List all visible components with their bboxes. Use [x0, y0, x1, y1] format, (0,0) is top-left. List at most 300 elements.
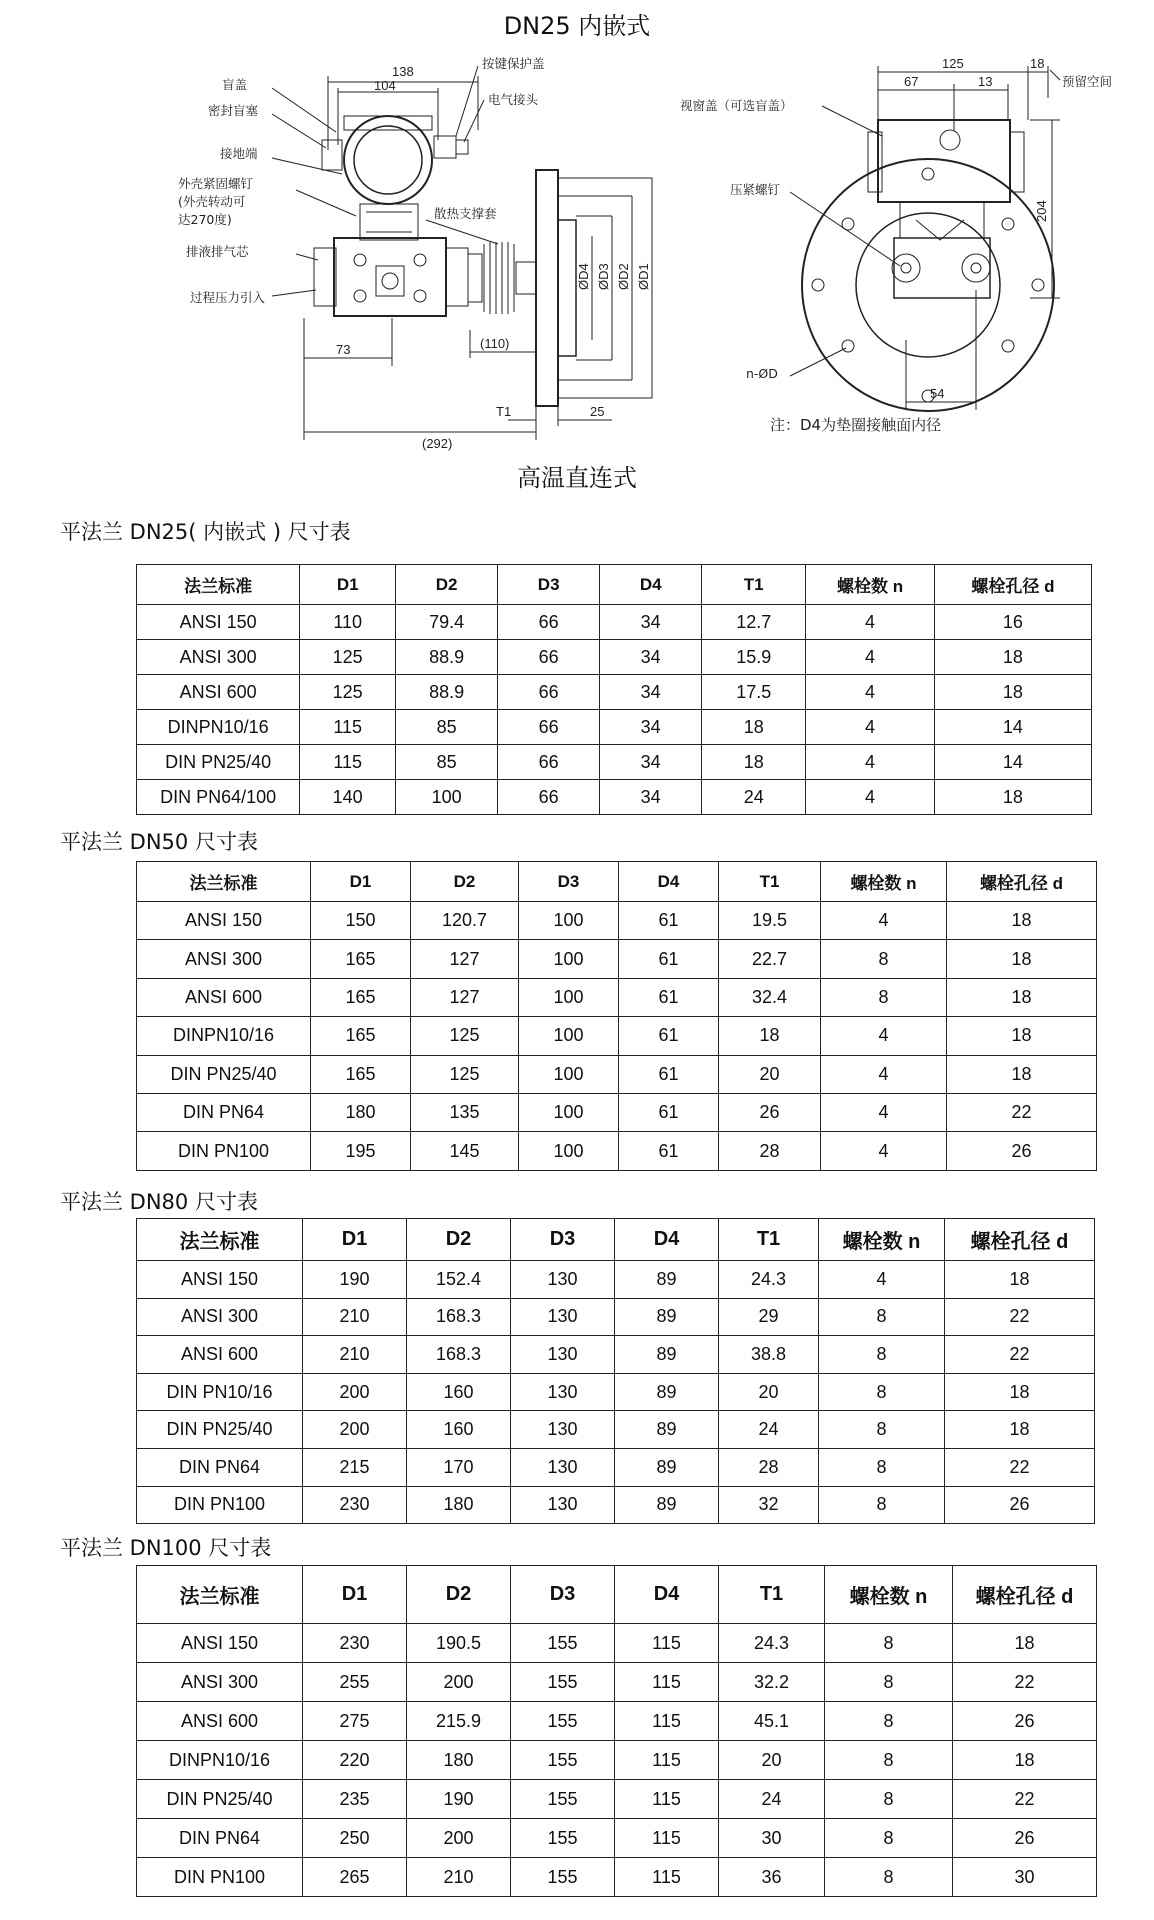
column-header: D4: [615, 1219, 719, 1261]
table-row: [137, 1702, 1097, 1741]
table-cell: 155: [511, 1780, 615, 1819]
table-cell: 130: [511, 1261, 615, 1299]
table-row: [137, 1819, 1097, 1858]
row-standard-cell: DIN PN25/40: [137, 1411, 303, 1449]
table-cell: 130: [511, 1373, 615, 1411]
table-row: [137, 1017, 1097, 1055]
table-cell: 79.4: [396, 605, 498, 640]
table-cell: 120.7: [411, 902, 519, 940]
table-cell: 200: [407, 1819, 511, 1858]
table-cell: 22: [945, 1336, 1095, 1374]
table-cell: 18: [947, 978, 1097, 1016]
table-row: [137, 745, 1092, 780]
table-cell: 115: [615, 1780, 719, 1819]
table-cell: 61: [619, 1093, 719, 1131]
table-header-row: [137, 1566, 1097, 1624]
table-cell: 155: [511, 1741, 615, 1780]
table-cell: 168.3: [407, 1336, 511, 1374]
table-cell: 26: [719, 1093, 821, 1131]
table-cell: 8: [819, 1373, 945, 1411]
table-cell: 89: [615, 1373, 719, 1411]
row-standard-cell: ANSI 300: [137, 940, 311, 978]
table-cell: 8: [825, 1702, 953, 1741]
row-standard-cell: ANSI 600: [137, 675, 300, 710]
table-cell: 66: [498, 675, 600, 710]
column-header: 法兰标准: [137, 862, 311, 902]
table-cell: 18: [702, 710, 806, 745]
drawing-note: 注：D4为垫圈接触面内径: [770, 416, 942, 434]
row-standard-cell: ANSI 150: [137, 1261, 303, 1299]
column-header: 螺栓孔径 d: [947, 862, 1097, 902]
table-cell: 125: [300, 675, 396, 710]
column-header: D2: [411, 862, 519, 902]
table-cell: 15.9: [702, 640, 806, 675]
dim-204: 204: [1034, 200, 1049, 222]
table-cell: 89: [615, 1298, 719, 1336]
table-cell: 26: [947, 1132, 1097, 1170]
table-cell: 115: [615, 1702, 719, 1741]
column-header: D3: [498, 565, 600, 605]
table-cell: 4: [821, 1132, 947, 1170]
table-row: [137, 710, 1092, 745]
table-cell: 125: [300, 640, 396, 675]
dim-110: (110): [480, 336, 510, 351]
table-cell: 18: [947, 1017, 1097, 1055]
table-cell: 8: [825, 1858, 953, 1897]
column-header: D4: [619, 862, 719, 902]
table-cell: 215.9: [407, 1702, 511, 1741]
table-row: [137, 1055, 1097, 1093]
dim-125: 125: [942, 56, 964, 71]
table-cell: 38.8: [719, 1336, 819, 1374]
table-cell: 100: [519, 1017, 619, 1055]
table-cell: 8: [821, 940, 947, 978]
table-cell: 28: [719, 1448, 819, 1486]
label-sealing-plug: 密封盲塞: [208, 103, 259, 118]
table-cell: 100: [519, 902, 619, 940]
table-row: [137, 1336, 1095, 1374]
row-standard-cell: ANSI 300: [137, 1663, 303, 1702]
table-cell: 165: [311, 940, 411, 978]
table-cell: 34: [600, 745, 702, 780]
table-cell: 165: [311, 978, 411, 1016]
column-header: T1: [719, 862, 821, 902]
dim-73: 73: [336, 342, 351, 357]
table-cell: 18: [934, 780, 1091, 815]
label-ground-terminal: 接地端: [220, 146, 258, 161]
table-cell: 12.7: [702, 605, 806, 640]
table-row: [137, 1132, 1097, 1170]
table-cell: 19.5: [719, 902, 821, 940]
table-cell: 127: [411, 940, 519, 978]
table-row: [137, 675, 1092, 710]
table-dn80: [136, 1218, 1095, 1524]
table-cell: 180: [407, 1741, 511, 1780]
table-title-dn100: 平法兰 DN100 尺寸表: [60, 1536, 272, 1560]
column-header: 螺栓孔径 d: [945, 1219, 1095, 1261]
table-cell: 130: [511, 1411, 615, 1449]
table-cell: 18: [953, 1741, 1097, 1780]
table-cell: 127: [411, 978, 519, 1016]
table-cell: 85: [396, 710, 498, 745]
row-standard-cell: DIN PN25/40: [137, 1780, 303, 1819]
table-cell: 152.4: [407, 1261, 511, 1299]
column-header: 螺栓数 n: [821, 862, 947, 902]
table-cell: 8: [819, 1336, 945, 1374]
column-header: 法兰标准: [137, 1219, 303, 1261]
table-cell: 8: [819, 1448, 945, 1486]
table-cell: 8: [825, 1780, 953, 1819]
row-standard-cell: ANSI 600: [137, 978, 311, 1016]
table-cell: 200: [303, 1411, 407, 1449]
row-standard-cell: DIN PN100: [137, 1132, 311, 1170]
column-header: 螺栓数 n: [806, 565, 935, 605]
label-window-cover: 视窗盖（可选盲盖）: [680, 98, 793, 113]
column-header: T1: [719, 1219, 819, 1261]
table-cell: 180: [311, 1093, 411, 1131]
row-standard-cell: ANSI 600: [137, 1702, 303, 1741]
table-cell: 61: [619, 1017, 719, 1055]
row-standard-cell: DIN PN64: [137, 1819, 303, 1858]
table-row: [137, 1858, 1097, 1897]
table-cell: 34: [600, 640, 702, 675]
table-cell: 20: [719, 1741, 825, 1780]
dim-13: 13: [978, 74, 993, 89]
table-cell: 30: [719, 1819, 825, 1858]
label-reserved-space: 预留空间: [1062, 74, 1113, 89]
table-cell: 115: [615, 1819, 719, 1858]
table-row: [137, 1298, 1095, 1336]
table-row: [137, 1093, 1097, 1131]
column-header: D1: [303, 1566, 407, 1624]
table-cell: 16: [934, 605, 1091, 640]
table-cell: 18: [947, 1055, 1097, 1093]
table-cell: 66: [498, 780, 600, 815]
row-standard-cell: ANSI 150: [137, 1624, 303, 1663]
table-row: [137, 605, 1092, 640]
table-cell: 220: [303, 1741, 407, 1780]
table-row: [137, 940, 1097, 978]
table-cell: 130: [511, 1336, 615, 1374]
table-cell: 4: [806, 710, 935, 745]
table-cell: 89: [615, 1411, 719, 1449]
table-cell: 130: [511, 1486, 615, 1524]
table-cell: 100: [396, 780, 498, 815]
table-header-row: [137, 1219, 1095, 1261]
table-cell: 26: [953, 1702, 1097, 1741]
table-row: [137, 1261, 1095, 1299]
right-front-view: [680, 56, 1112, 434]
column-header: D4: [600, 565, 702, 605]
table-cell: 130: [511, 1448, 615, 1486]
table-cell: 168.3: [407, 1298, 511, 1336]
table-cell: 89: [615, 1486, 719, 1524]
column-header: D3: [511, 1219, 615, 1261]
row-standard-cell: DIN PN10/16: [137, 1373, 303, 1411]
table-cell: 125: [411, 1017, 519, 1055]
table-cell: 8: [825, 1663, 953, 1702]
row-standard-cell: ANSI 150: [137, 902, 311, 940]
table-cell: 100: [519, 1093, 619, 1131]
table-cell: 275: [303, 1702, 407, 1741]
row-standard-cell: DIN PN64: [137, 1448, 303, 1486]
table-header-row: [137, 565, 1092, 605]
table-cell: 155: [511, 1858, 615, 1897]
row-standard-cell: DIN PN25/40: [137, 1055, 311, 1093]
table-cell: 61: [619, 902, 719, 940]
table-cell: 265: [303, 1858, 407, 1897]
table-cell: 230: [303, 1486, 407, 1524]
table-cell: 160: [407, 1411, 511, 1449]
left-side-view: [178, 56, 652, 451]
row-standard-cell: DIN PN100: [137, 1486, 303, 1524]
row-standard-cell: DIN PN25/40: [137, 745, 300, 780]
table-cell: 4: [821, 902, 947, 940]
table-cell: 22: [947, 1093, 1097, 1131]
table-cell: 18: [953, 1624, 1097, 1663]
table-cell: 170: [407, 1448, 511, 1486]
table-cell: 4: [806, 640, 935, 675]
table-row: [137, 1448, 1095, 1486]
table-cell: 18: [719, 1017, 821, 1055]
table-cell: 250: [303, 1819, 407, 1858]
table-cell: 88.9: [396, 675, 498, 710]
table-cell: 180: [407, 1486, 511, 1524]
drawing-title: DN25 内嵌式: [503, 12, 651, 40]
row-standard-cell: ANSI 150: [137, 605, 300, 640]
table-cell: 230: [303, 1624, 407, 1663]
table-cell: 110: [300, 605, 396, 640]
table-cell: 155: [511, 1624, 615, 1663]
table-cell: 34: [600, 710, 702, 745]
table-cell: 32: [719, 1486, 819, 1524]
table-row: [137, 978, 1097, 1016]
table-cell: 210: [303, 1298, 407, 1336]
table-dn50: [136, 861, 1097, 1171]
table-cell: 4: [806, 745, 935, 780]
table-cell: 190: [407, 1780, 511, 1819]
table-cell: 34: [600, 605, 702, 640]
table-cell: 18: [934, 640, 1091, 675]
dim-18: 18: [1030, 56, 1045, 71]
table-cell: 100: [519, 940, 619, 978]
table-cell: 18: [947, 902, 1097, 940]
table-cell: 150: [311, 902, 411, 940]
table-cell: 4: [821, 1055, 947, 1093]
table-cell: 165: [311, 1017, 411, 1055]
table-cell: 18: [934, 675, 1091, 710]
table-cell: 22: [945, 1448, 1095, 1486]
column-header: 螺栓孔径 d: [953, 1566, 1097, 1624]
table-cell: 24: [719, 1411, 819, 1449]
table-cell: 20: [719, 1373, 819, 1411]
table-cell: 61: [619, 1132, 719, 1170]
table-row: [137, 1486, 1095, 1524]
table-row: [137, 640, 1092, 675]
table-cell: 22.7: [719, 940, 821, 978]
label-bolt-holes: n-ØD: [746, 366, 778, 381]
table-row: [137, 1780, 1097, 1819]
table-cell: 85: [396, 745, 498, 780]
table-cell: 100: [519, 1055, 619, 1093]
table-cell: 26: [953, 1819, 1097, 1858]
table-cell: 190: [303, 1261, 407, 1299]
table-row: [137, 1411, 1095, 1449]
label-drain-vent: 排液排气芯: [186, 244, 249, 259]
table-cell: 115: [615, 1858, 719, 1897]
table-row: [137, 1624, 1097, 1663]
label-housing-rotate-2: 达270度): [178, 212, 232, 227]
table-cell: 89: [615, 1261, 719, 1299]
table-cell: 130: [511, 1298, 615, 1336]
column-header: D1: [303, 1219, 407, 1261]
table-cell: 8: [819, 1486, 945, 1524]
table-cell: 4: [819, 1261, 945, 1299]
table-cell: 195: [311, 1132, 411, 1170]
table-cell: 210: [303, 1336, 407, 1374]
table-cell: 61: [619, 1055, 719, 1093]
row-standard-cell: DINPN10/16: [137, 1741, 303, 1780]
table-cell: 22: [953, 1663, 1097, 1702]
table-cell: 200: [407, 1663, 511, 1702]
table-cell: 8: [819, 1298, 945, 1336]
table-cell: 61: [619, 978, 719, 1016]
table-cell: 45.1: [719, 1702, 825, 1741]
column-header: 螺栓数 n: [819, 1219, 945, 1261]
table-cell: 4: [806, 780, 935, 815]
table-cell: 18: [945, 1261, 1095, 1299]
table-cell: 36: [719, 1858, 825, 1897]
column-header: D1: [300, 565, 396, 605]
label-blind-cover: 盲盖: [222, 77, 248, 92]
table-cell: 115: [300, 710, 396, 745]
table-cell: 4: [821, 1017, 947, 1055]
row-standard-cell: DIN PN64/100: [137, 780, 300, 815]
table-cell: 18: [945, 1373, 1095, 1411]
table-cell: 100: [519, 1132, 619, 1170]
table-cell: 26: [945, 1486, 1095, 1524]
column-header: 法兰标准: [137, 1566, 303, 1624]
row-standard-cell: DIN PN100: [137, 1858, 303, 1897]
table-dn25: [136, 564, 1092, 815]
table-cell: 165: [311, 1055, 411, 1093]
dim-od1: ØD1: [636, 263, 651, 290]
label-process-inlet: 过程压力引入: [190, 290, 266, 305]
table-cell: 18: [947, 940, 1097, 978]
column-header: D1: [311, 862, 411, 902]
table-cell: 66: [498, 710, 600, 745]
table-cell: 30: [953, 1858, 1097, 1897]
dim-od4: ØD4: [576, 263, 591, 290]
table-cell: 155: [511, 1663, 615, 1702]
column-header: D2: [396, 565, 498, 605]
table-cell: 22: [953, 1780, 1097, 1819]
column-header: 法兰标准: [137, 565, 300, 605]
table-cell: 4: [821, 1093, 947, 1131]
row-standard-cell: ANSI 600: [137, 1336, 303, 1374]
table-cell: 145: [411, 1132, 519, 1170]
table-title-dn25: 平法兰 DN25( 内嵌式 ) 尺寸表: [60, 520, 351, 544]
row-standard-cell: ANSI 300: [137, 640, 300, 675]
row-standard-cell: ANSI 300: [137, 1298, 303, 1336]
table-cell: 14: [934, 745, 1091, 780]
dim-25: 25: [590, 404, 605, 419]
row-standard-cell: DINPN10/16: [137, 1017, 311, 1055]
table-cell: 115: [615, 1663, 719, 1702]
label-housing-rotate-1: (外壳转动可: [178, 194, 246, 209]
table-cell: 20: [719, 1055, 821, 1093]
column-header: D3: [511, 1566, 615, 1624]
table-cell: 8: [819, 1411, 945, 1449]
table-cell: 155: [511, 1819, 615, 1858]
table-cell: 24.3: [719, 1624, 825, 1663]
table-cell: 89: [615, 1336, 719, 1374]
table-cell: 235: [303, 1780, 407, 1819]
dim-54: 54: [930, 386, 945, 401]
table-title-dn80: 平法兰 DN80 尺寸表: [60, 1190, 258, 1214]
table-cell: 100: [519, 978, 619, 1016]
dim-od3: ØD3: [596, 263, 611, 290]
table-cell: 115: [300, 745, 396, 780]
dim-67: 67: [904, 74, 919, 89]
table-cell: 8: [825, 1624, 953, 1663]
table-cell: 34: [600, 780, 702, 815]
table-cell: 4: [806, 675, 935, 710]
table-cell: 255: [303, 1663, 407, 1702]
dim-138: 138: [392, 64, 414, 79]
column-header: T1: [719, 1566, 825, 1624]
table-cell: 17.5: [702, 675, 806, 710]
label-clamp-screw: 压紧螺钉: [730, 182, 781, 197]
table-row: [137, 902, 1097, 940]
table-cell: 4: [806, 605, 935, 640]
table-row: [137, 1663, 1097, 1702]
table-cell: 34: [600, 675, 702, 710]
label-heat-sink: 散热支撑套: [434, 206, 497, 221]
table-row: [137, 1373, 1095, 1411]
table-cell: 115: [615, 1624, 719, 1663]
table-cell: 18: [702, 745, 806, 780]
table-cell: 24: [719, 1780, 825, 1819]
table-cell: 89: [615, 1448, 719, 1486]
dim-104: 104: [374, 78, 396, 93]
table-cell: 24.3: [719, 1261, 819, 1299]
dim-292: (292): [422, 436, 453, 451]
table-cell: 125: [411, 1055, 519, 1093]
column-header: 螺栓孔径 d: [934, 565, 1091, 605]
label-key-cover: 按键保护盖: [482, 56, 545, 71]
table-cell: 32.4: [719, 978, 821, 1016]
table-cell: 215: [303, 1448, 407, 1486]
table-cell: 160: [407, 1373, 511, 1411]
table-cell: 140: [300, 780, 396, 815]
table-row: [137, 780, 1092, 815]
table-cell: 200: [303, 1373, 407, 1411]
label-housing-screw: 外壳紧固螺钉: [178, 176, 254, 191]
technical-drawing: [0, 40, 1154, 451]
section-title-high-temp: 高温直连式: [517, 464, 637, 492]
column-header: T1: [702, 565, 806, 605]
table-cell: 8: [821, 978, 947, 1016]
dim-od2: ØD2: [616, 263, 631, 290]
table-row: [137, 1741, 1097, 1780]
table-cell: 190.5: [407, 1624, 511, 1663]
table-cell: 8: [825, 1741, 953, 1780]
table-cell: 66: [498, 640, 600, 675]
column-header: 螺栓数 n: [825, 1566, 953, 1624]
column-header: D3: [519, 862, 619, 902]
table-cell: 18: [945, 1411, 1095, 1449]
